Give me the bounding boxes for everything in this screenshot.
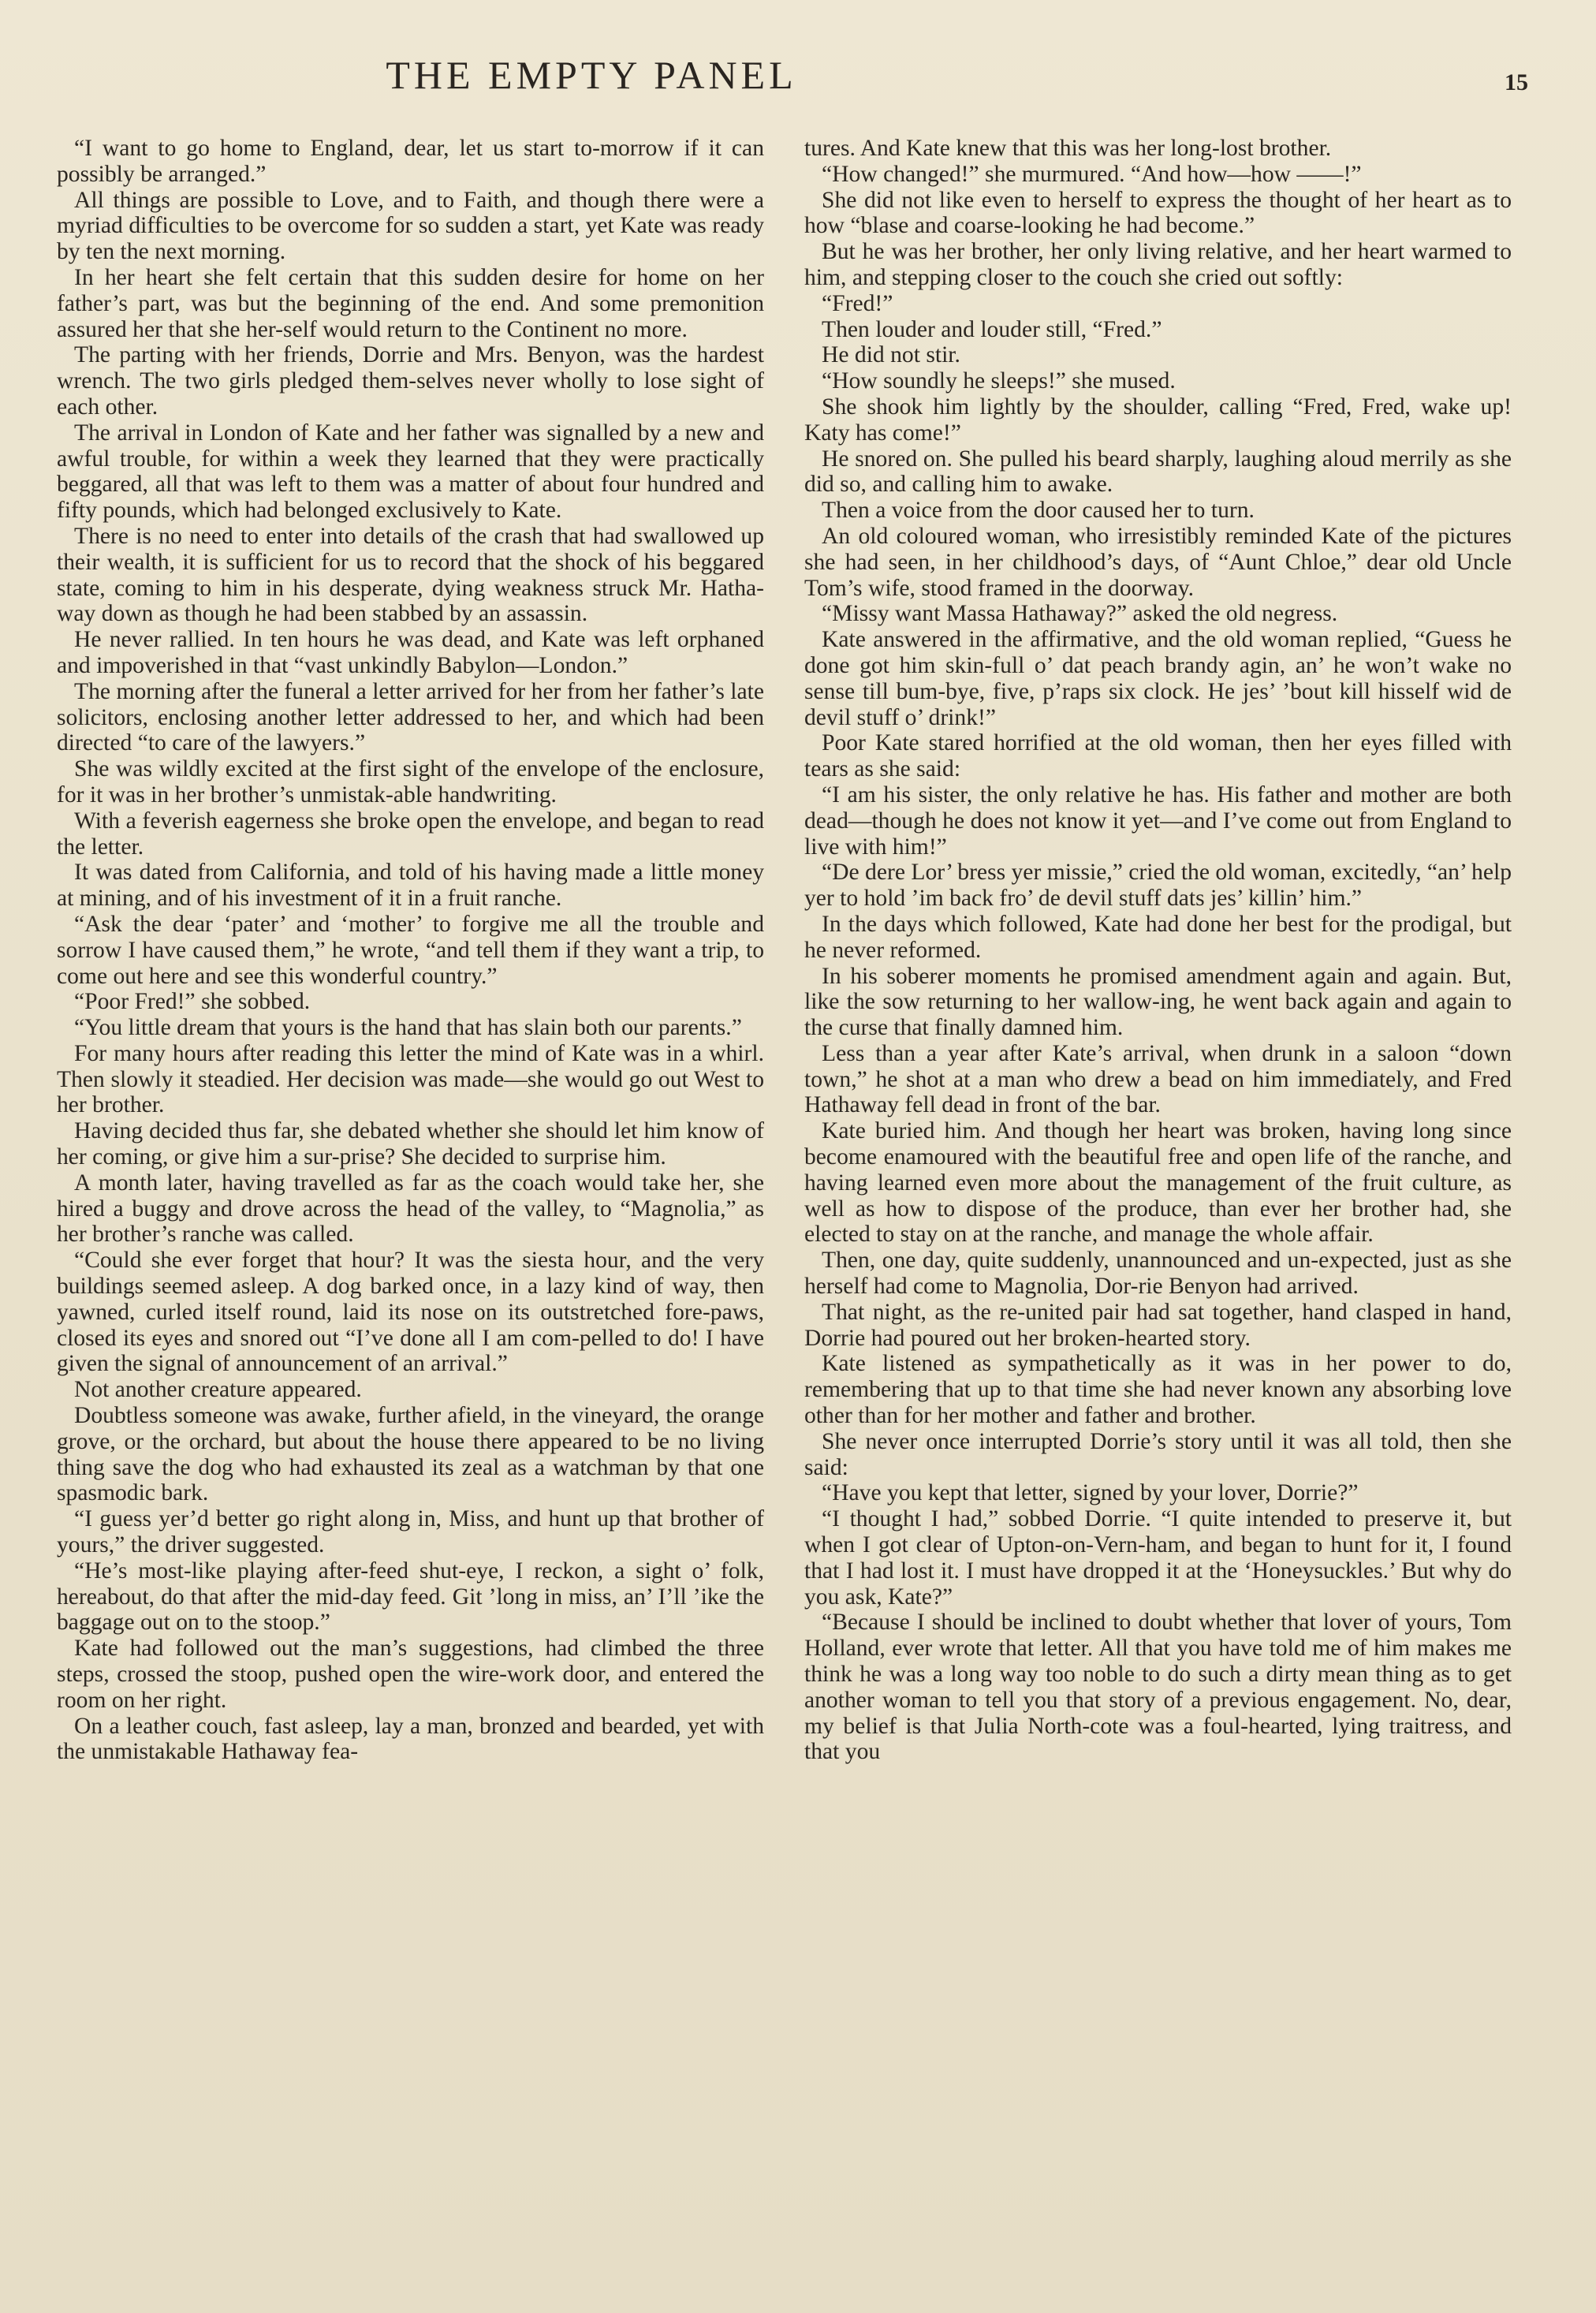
paragraph: A month later, having travelled as far as the coach would take her, she hired a buggy and drove across the head of the valley, to “Magnolia,” as her brother’s ranche was called. xyxy=(57,1170,764,1248)
paragraph: The parting with her friends, Dorrie and Mrs. Benyon, was the hardest wrench. The two girls pledged them-selves never wholly to lose sight of each other. xyxy=(57,342,764,420)
paragraph-continued: tures. And Kate knew that this was her long-lost brother. xyxy=(804,136,1332,161)
left-column xyxy=(57,136,764,1765)
paragraph: “Have you kept that letter, signed by your lover, Dorrie?” xyxy=(822,1480,1359,1506)
paragraph: “Missy want Massa Hathaway?” asked the old negress. xyxy=(822,601,1338,627)
paragraph: The arrival in London of Kate and her father was signalled by a new and awful trouble, for within a week they learned that they were practically beggared, all that was left to them was a matter of about four hundred and fifty pounds, which had belonged exclusively to Kate. xyxy=(57,420,764,524)
paragraph: “He’s most-like playing after-feed shut-eye, I reckon, a sight o’ folk, hereabout, do that after the mid-day feed. Git ’long in miss, an’ I’ll ’ike the baggage out on to the stoop.” xyxy=(57,1558,764,1636)
paragraph: “I guess yer’d better go right along in, Miss, and hunt up that brother of yours,” the driver suggested. xyxy=(57,1506,764,1558)
paragraph: He never rallied. In ten hours he was dead, and Kate was left orphaned and impoverished in that “vast unkindly Babylon—London.” xyxy=(57,627,764,678)
paragraph: He did not stir. xyxy=(822,342,960,368)
paragraph: Kate buried him. And though her heart was broken, having long since become enamoured with the beautiful free and open life of the ranche, and having learned even more about the management of the fruit culture, as well as how to dispose of the produce, than ever her brother had, she elected to stay on at the ranche, and manage the whole affair. xyxy=(804,1118,1512,1248)
paragraph: All things are possible to Love, and to Faith, and though there were a myriad difficulties to be overcome for so sudden a start, yet Kate was ready by ten the next morning. xyxy=(57,187,764,265)
paragraph: “You little dream that yours is the hand that has slain both our parents.” xyxy=(74,1015,742,1041)
paragraph: There is no need to enter into details of the crash that had swallowed up their wealth, it is sufficient for us to record that the shock of his beggared state, coming to him in his desperate, dying weakness struck Mr. Hatha-way down as though he had been stabbed by an assassin. xyxy=(57,523,764,627)
page-number: 15 xyxy=(1505,69,1528,95)
paragraph: “How soundly he sleeps!” she mused. xyxy=(822,368,1176,394)
paragraph: “I am his sister, the only relative he has. His father and mother are both dead—though he does not know it yet—and I’ve come out from England to live with him!” xyxy=(804,782,1512,860)
paragraph: Then, one day, quite suddenly, unannounced and un-expected, just as she herself had come to Magnolia, Dor-rie Benyon had arrived. xyxy=(804,1248,1512,1300)
paragraph: “Could she ever forget that hour? It was the siesta hour, and the very buildings seemed asleep. A dog barked once, in a lazy kind of way, then yawned, curled itself round, laid its nose on its outstretched fore-paws, closed its eyes and snored out “I’ve done all I am com-pelled to do! I have given the signal of announcement of an arrival.” xyxy=(57,1248,764,1377)
paragraph: Kate had followed out the man’s suggestions, had climbed the three steps, crossed the stoop, pushed open the wire-work door, and entered the room on her right. xyxy=(57,1636,764,1713)
paragraph: “How changed!” she murmured. “And how—how ——!” xyxy=(822,161,1362,187)
paragraph: Poor Kate stared horrified at the old woman, then her eyes filled with tears as she said: xyxy=(804,730,1512,782)
paragraph: “Fred!” xyxy=(822,290,893,316)
paragraph: It was dated from California, and told of his having made a little money at mining, and of his investment of it in a fruit ranche. xyxy=(57,860,764,912)
paragraph: For many hours after reading this letter the mind of Kate was in a whirl. Then slowly it steadied. Her decision was made—she would go out West to her brother. xyxy=(57,1040,764,1118)
running-title: THE EMPTY PANEL xyxy=(386,53,797,97)
paragraph: “Because I should be inclined to doubt whether that lover of yours, Tom Holland, ever wrote that letter. All that you have told me of him makes me think he was a long way too noble to do such a dirty mean thing as to get another woman to tell you that story of a previous engagement. No, dear, my belief is that Julia North-cote was a foul-hearted, lying traitress, and that you xyxy=(804,1610,1512,1765)
paragraph: On a leather couch, fast asleep, lay a man, bronzed and bearded, yet with the unmistakable Hathaway fea- xyxy=(57,1713,764,1765)
paragraph: An old coloured woman, who irresistibly reminded Kate of the pictures she had seen, in her childhood’s days, of “Aunt Chloe,” dear old Uncle Tom’s wife, stood framed in the doorway. xyxy=(804,523,1512,601)
paragraph: But he was her brother, her only living relative, and her heart warmed to him, and stepping closer to the couch she cried out softly: xyxy=(804,239,1512,290)
paragraph: In her heart she felt certain that this sudden desire for home on her father’s part, was but the beginning of the end. And some premonition assured her that she her-self would return to the Continent no more. xyxy=(57,264,764,342)
paragraph: Doubtless someone was awake, further afield, in the vineyard, the orange grove, or the orchard, but about the house there appeared to be no living thing save the dog who had exhausted its zeal as a watchman by that one spasmodic bark. xyxy=(57,1403,764,1506)
paragraph: Kate answered in the affirmative, and the old woman replied, “Guess he done got him skin-full o’ dat peach brandy agin, an’ he won’t wake no sense till bum-bye, five, p’raps six clock. He jes’ ’bout kill hisself wid de devil stuff o’ drink!” xyxy=(804,627,1512,730)
paragraph: “Ask the dear ‘pater’ and ‘mother’ to forgive me all the trouble and sorrow I have caused them,” he wrote, “and tell them if they want a trip, to come out here and see this wonderful country.” xyxy=(57,911,764,989)
paragraph: Kate listened as sympathetically as it was in her power to do, remembering that up to that time she had never known any absorbing love other than for her mother and father and brother. xyxy=(804,1351,1512,1429)
paragraph: With a feverish eagerness she broke open the envelope, and began to read the letter. xyxy=(57,808,764,860)
right-column xyxy=(804,136,1512,1765)
paragraph: She shook him lightly by the shoulder, calling “Fred, Fred, wake up! Katy has come!” xyxy=(804,394,1512,446)
paragraph: Then a voice from the door caused her to turn. xyxy=(822,498,1255,524)
paragraph: “I want to go home to England, dear, let us start to-morrow if it can possibly be arranged.” xyxy=(57,136,764,187)
paragraph: She never once interrupted Dorrie’s story until it was all told, then she said: xyxy=(804,1428,1512,1480)
paragraph: “De dere Lor’ bress yer missie,” cried the old woman, excitedly, “an’ help yer to hold ’im back fro’ de devil stuff dats jes’ killin’ him.” xyxy=(804,860,1512,912)
paragraph: She was wildly excited at the first sight of the envelope of the enclosure, for it was in her brother’s unmistak-able handwriting. xyxy=(57,756,764,808)
paragraph: Then louder and louder still, “Fred.” xyxy=(822,316,1162,342)
paragraph: That night, as the re-united pair had sat together, hand clasped in hand, Dorrie had poured out her broken-hearted story. xyxy=(804,1299,1512,1351)
paragraph: Having decided thus far, she debated whether she should let him know of her coming, or give him a sur-prise? She decided to surprise him. xyxy=(57,1118,764,1170)
paragraph: He snored on. She pulled his beard sharply, laughing aloud merrily as she did so, and calling him to awake. xyxy=(804,446,1512,498)
paragraph: Not another creature appeared. xyxy=(74,1377,362,1403)
paragraph: She did not like even to herself to express the thought of her heart as to how “blase and coarse-looking he had become.” xyxy=(804,187,1512,239)
paragraph: Less than a year after Kate’s arrival, when drunk in a saloon “down town,” he shot at a man who drew a bead on him immediately, and Fred Hathaway fell dead in front of the bar. xyxy=(804,1040,1512,1118)
paragraph: “Poor Fred!” she sobbed. xyxy=(74,989,311,1015)
paragraph: In the days which followed, Kate had done her best for the prodigal, but he never reformed. xyxy=(804,911,1512,963)
paragraph: The morning after the funeral a letter arrived for her from her father’s late solicitors, enclosing another letter addressed to her, and which had been directed “to care of the lawyers.” xyxy=(57,678,764,756)
paragraph: “I thought I had,” sobbed Dorrie. “I quite intended to preserve it, but when I got clear of Upton-on-Vern-ham, and began to hunt for it, I found that I had lost it. I must have dropped it at the ‘Honeysuckles.’ But why do you ask, Kate?” xyxy=(804,1506,1512,1610)
paragraph: In his soberer moments he promised amendment again and again. But, like the sow returning to her wallow-ing, he went back again and again to the curse that finally damned him. xyxy=(804,963,1512,1041)
